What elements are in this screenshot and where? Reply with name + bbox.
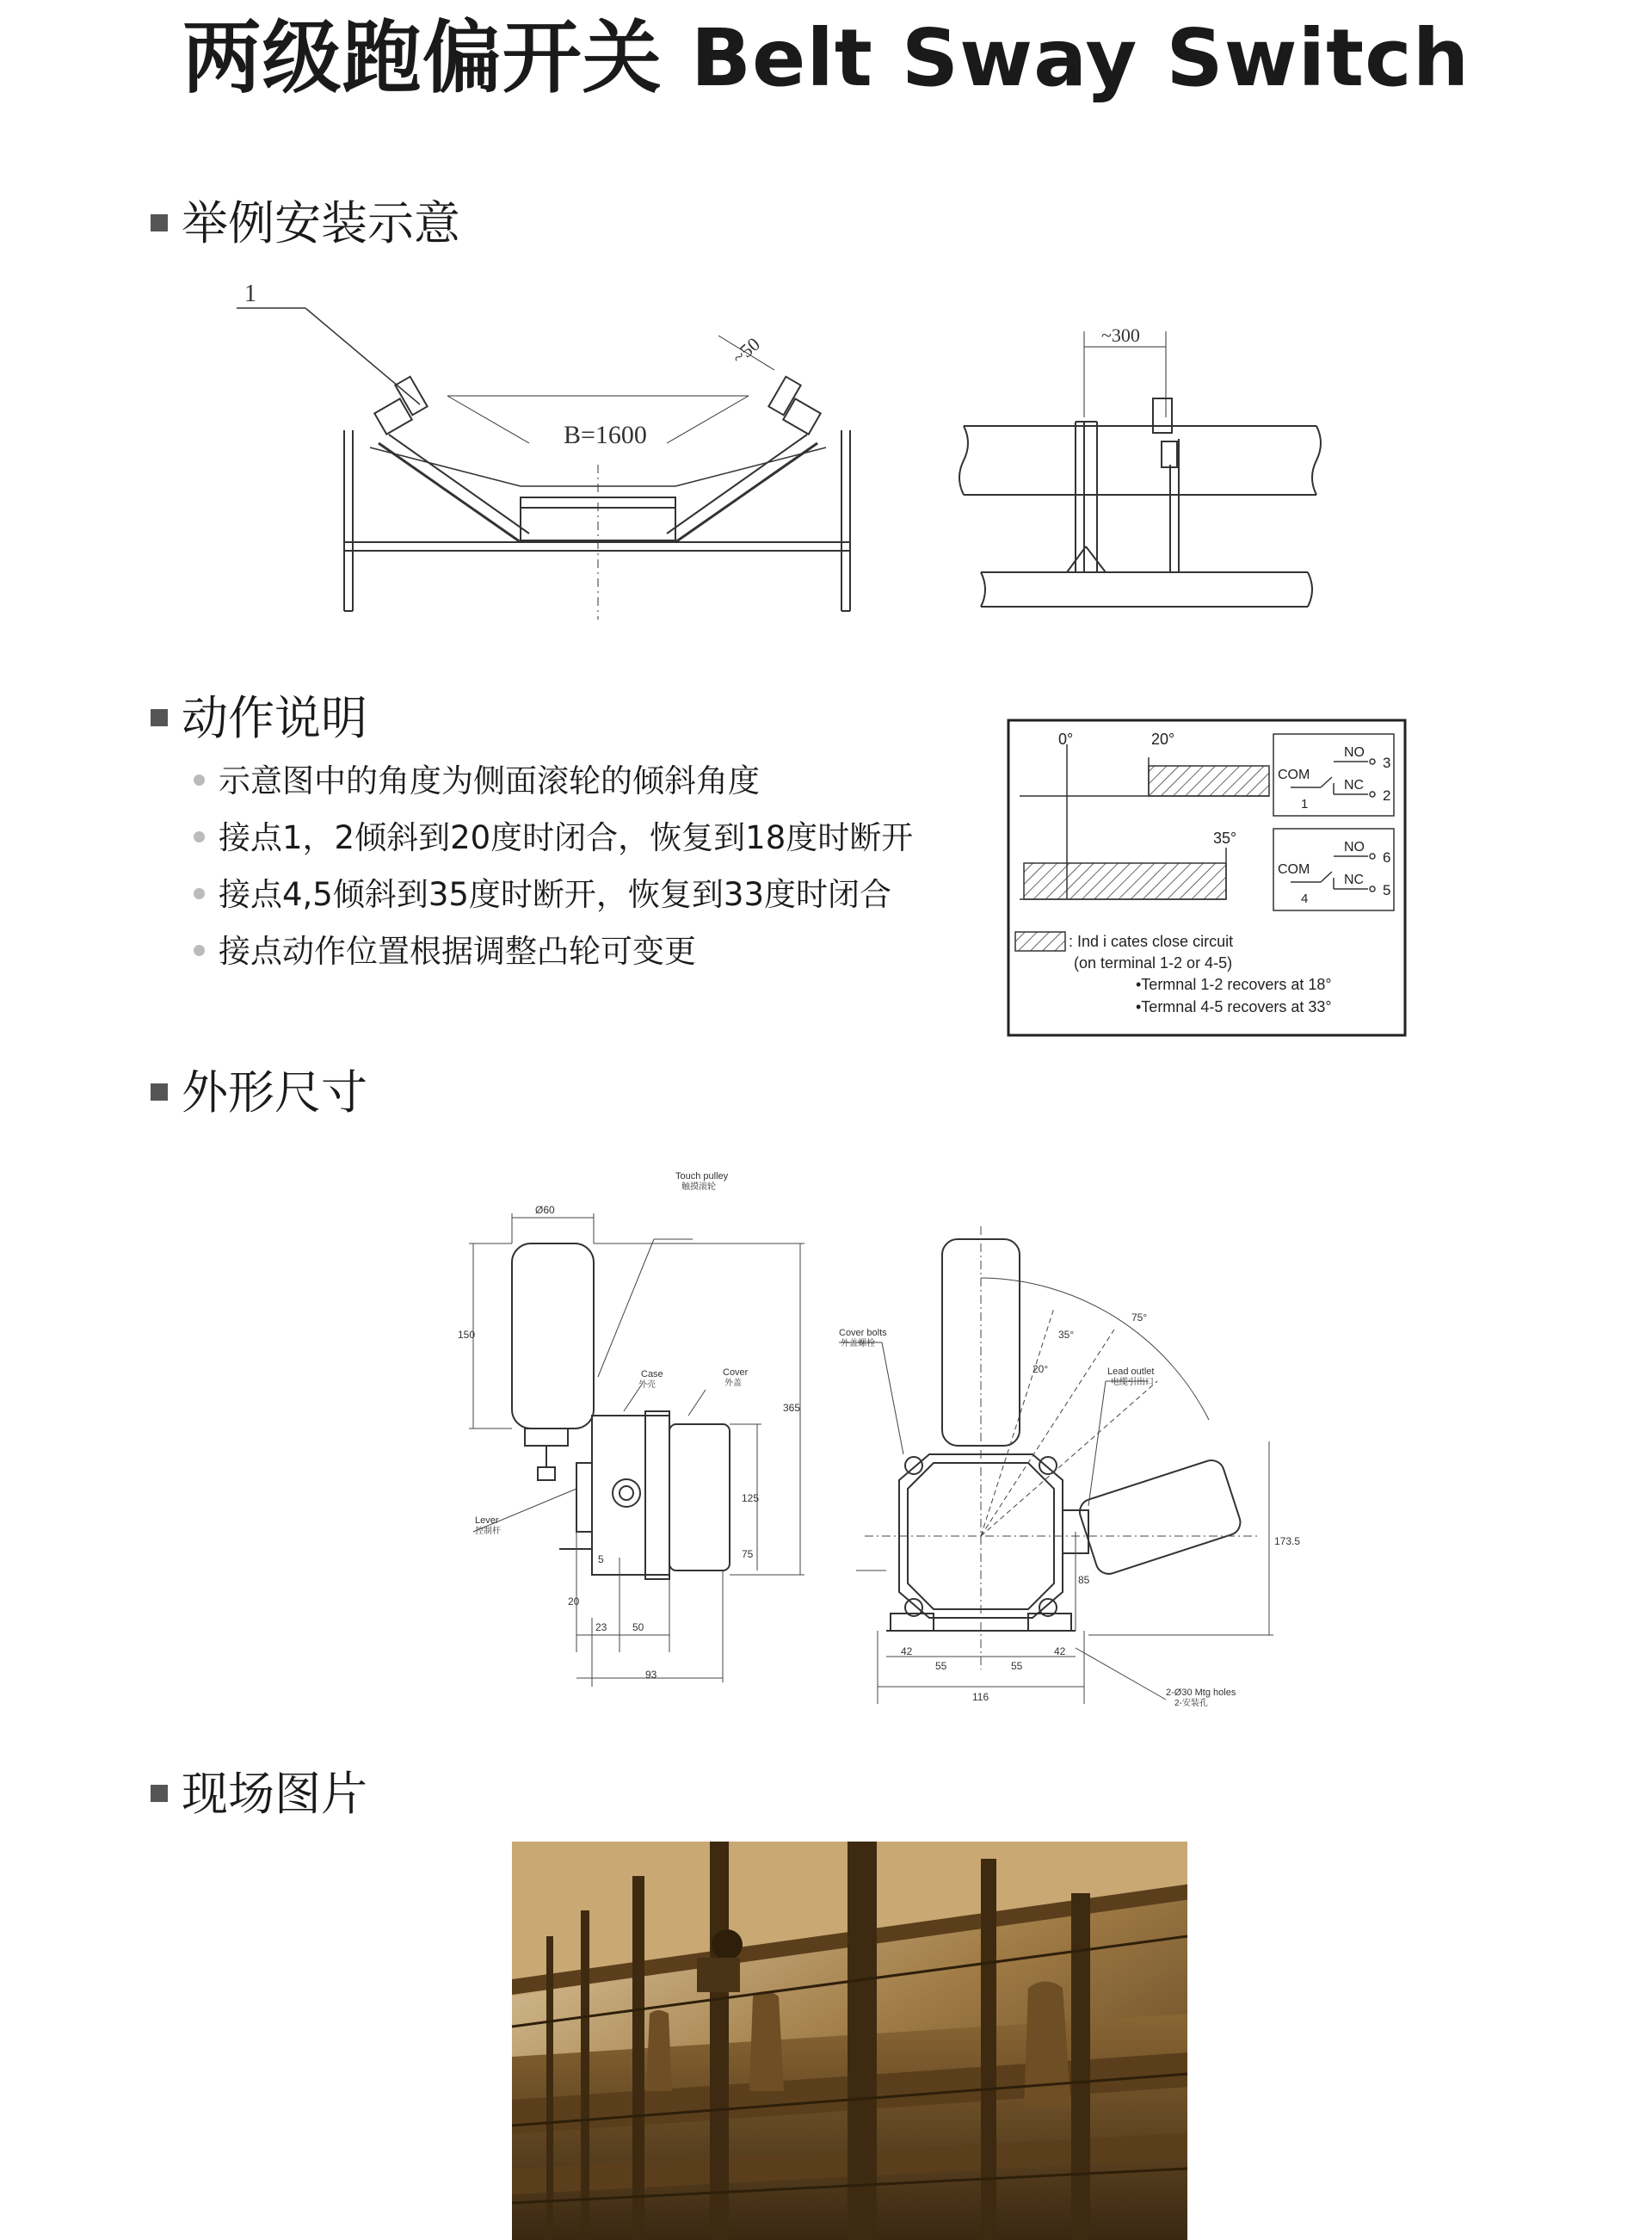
nc-label-2: NC: [1344, 873, 1365, 887]
page-title: 两级跑偏开关 Belt Sway Switch: [182, 12, 1470, 104]
install-front-view-drawing: [244, 267, 878, 628]
dim-width-55a: 55: [935, 1660, 947, 1672]
list-item: 接点1，2倾斜到20度时闭合，恢复到18度时断开: [194, 810, 913, 867]
section-dimensions-heading: [151, 1063, 367, 1123]
label-lever: Lever: [475, 1515, 499, 1526]
legend-line-2: (on terminal 1-2 or 4-5): [1074, 954, 1233, 972]
label-cover-bolts-cn: 外盖螺栓: [841, 1339, 875, 1348]
dim-total-height: 365: [783, 1402, 801, 1414]
dimension-front-view-drawing: [839, 1222, 1304, 1712]
list-item: 接点4,5倾斜到35度时断开，恢复到33度时闭合: [194, 867, 913, 923]
dimension-side-view-drawing: [439, 1170, 826, 1704]
bullet-dot-icon: [194, 888, 205, 899]
offset-300-label: ~300: [1101, 324, 1140, 346]
section-install-heading: [151, 194, 460, 254]
label-mtg-holes: 2-Ø30 Mtg holes: [1166, 1688, 1236, 1698]
com-label-1: COM: [1278, 768, 1310, 782]
site-photo: [512, 1842, 1187, 2240]
label-lead-outlet: Lead outlet: [1107, 1367, 1155, 1377]
no-label-1: NO: [1344, 745, 1365, 760]
dim-case-height: 125: [742, 1492, 760, 1504]
section-photos-label: 现场图片: [182, 1767, 367, 1821]
legend-line-4: •Termnal 4-5 recovers at 33°: [1136, 998, 1332, 1015]
label-lever-cn: 控制杆: [475, 1527, 501, 1536]
dim-width-20: 20: [568, 1595, 580, 1607]
legend-line-3: •Termnal 1-2 recovers at 18°: [1136, 976, 1332, 993]
dim-width-50: 50: [632, 1621, 644, 1633]
com-label-2: COM: [1278, 862, 1310, 877]
action-bullet-list: [194, 753, 913, 980]
angle-35-dim: 35°: [1058, 1329, 1075, 1341]
section-photos-heading: [151, 1764, 367, 1824]
angle-20-label: 20°: [1151, 731, 1175, 748]
terminal-3-label: 3: [1383, 755, 1391, 771]
belt-width-label: B=1600: [564, 421, 647, 449]
square-bullet-icon: [151, 1083, 168, 1101]
section-action-heading: [151, 688, 367, 749]
terminal-6-label: 6: [1383, 849, 1391, 866]
install-side-view-drawing: [955, 323, 1334, 624]
dim-width-5: 5: [598, 1553, 604, 1565]
dim-height-right: 173.5: [1274, 1535, 1301, 1547]
bullet-dot-icon: [194, 774, 205, 786]
dim-width-116: 116: [972, 1691, 989, 1703]
dim-width-93: 93: [645, 1669, 657, 1681]
dim-width-23: 23: [595, 1621, 607, 1633]
square-bullet-icon: [151, 214, 168, 231]
dim-pulley-height: 150: [458, 1329, 476, 1341]
label-touch-pulley-cn: 触摸滚轮: [681, 1182, 716, 1192]
bullet-dot-icon: [194, 945, 205, 956]
square-bullet-icon: [151, 1785, 168, 1802]
section-dimensions-label: 外形尺寸: [182, 1065, 367, 1120]
dim-width-42b: 42: [1054, 1645, 1066, 1657]
terminal-4-label: 4: [1301, 892, 1309, 906]
section-action-label: 动作说明: [182, 691, 367, 745]
square-bullet-icon: [151, 709, 168, 726]
section-install-label: 举例安装示意: [182, 196, 460, 250]
label-case-cn: 外壳: [638, 1380, 656, 1390]
dim-width-42a: 42: [901, 1645, 913, 1657]
angle-0-label: 0°: [1058, 731, 1074, 748]
dim-pulley-diameter: Ø60: [535, 1204, 555, 1216]
label-mtg-holes-cn: 2-安装孔: [1174, 1699, 1208, 1708]
dim-base-height: 75: [742, 1548, 754, 1560]
offset-50-label: ~50: [727, 332, 764, 368]
label-cover-cn: 外盖: [724, 1379, 742, 1388]
dim-height-85: 85: [1078, 1574, 1090, 1586]
angle-75-dim: 75°: [1131, 1311, 1148, 1324]
label-lead-outlet-cn: 电缆引出口: [1111, 1378, 1154, 1387]
nc-label-1: NC: [1344, 778, 1365, 793]
leader-label-1: 1: [244, 281, 256, 307]
dim-width-55b: 55: [1011, 1660, 1023, 1672]
angle-20-dim: 20°: [1032, 1363, 1049, 1375]
angle-35-label: 35°: [1213, 830, 1237, 847]
legend-line-1: : Ind i cates close circuit: [1069, 933, 1234, 950]
terminal-5-label: 5: [1383, 882, 1391, 898]
label-touch-pulley: Touch pulley: [675, 1171, 729, 1182]
contact-action-chart: [1007, 719, 1407, 1037]
list-item: 接点动作位置根据调整凸轮可变更: [194, 923, 913, 980]
bullet-dot-icon: [194, 831, 205, 842]
list-item: 示意图中的角度为侧面滚轮的倾斜角度: [194, 753, 913, 810]
terminal-2-label: 2: [1383, 787, 1391, 804]
label-cover-bolts: Cover bolts: [839, 1328, 887, 1338]
no-label-2: NO: [1344, 840, 1365, 855]
label-case: Case: [641, 1369, 663, 1379]
label-cover: Cover: [723, 1367, 749, 1378]
terminal-1-label: 1: [1301, 797, 1309, 811]
